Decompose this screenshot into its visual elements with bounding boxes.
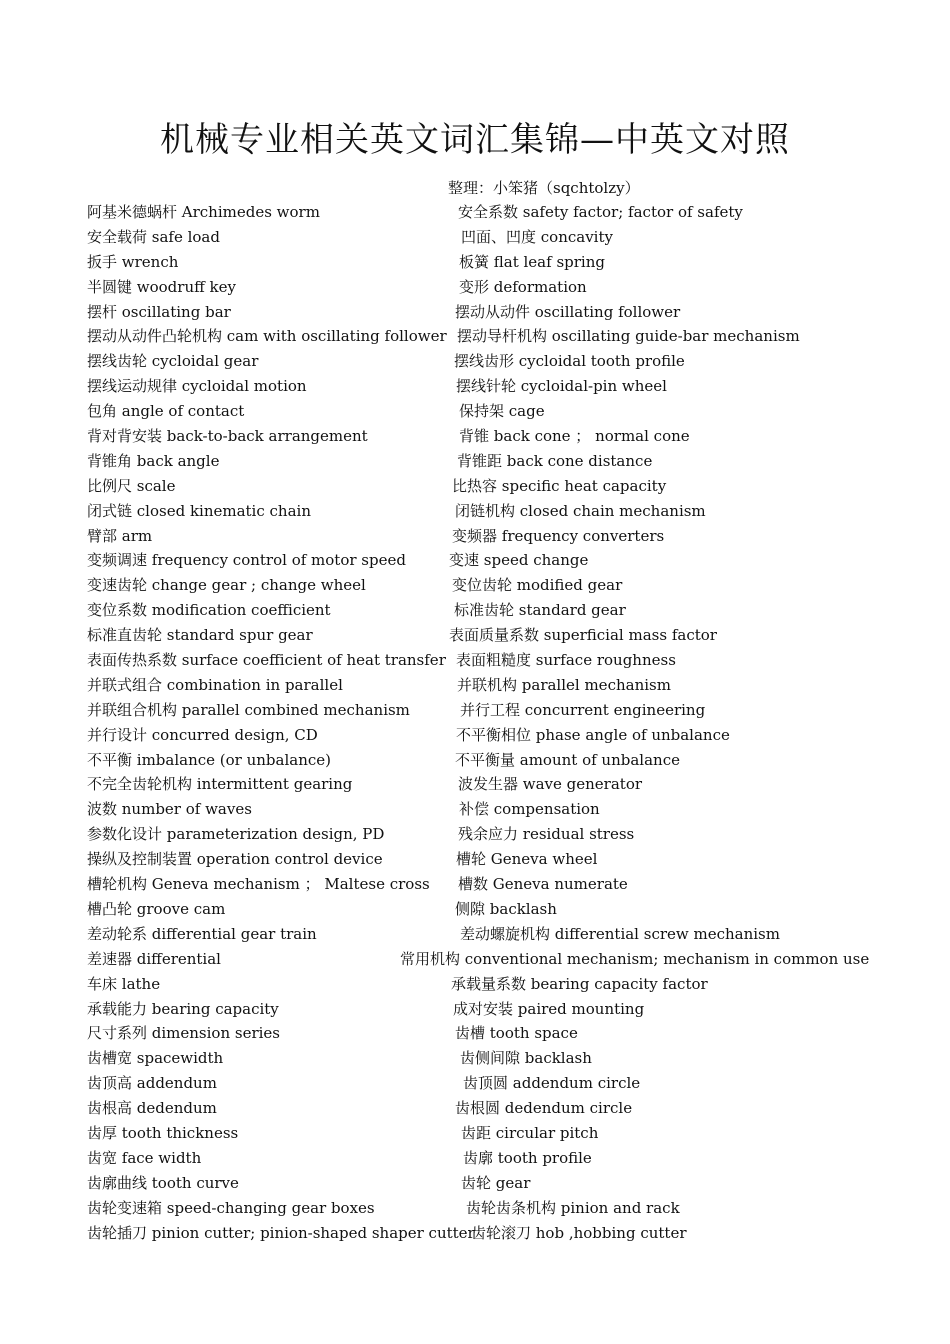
glossary-entry-right: 变形 deformation — [459, 277, 587, 296]
glossary-entry-right: 差动螺旋机构 differential screw mechanism — [460, 924, 780, 943]
glossary-row — [0, 648, 950, 673]
glossary-entry-left: 变频调速 frequency control of motor speed — [87, 551, 406, 570]
glossary-entry-right: 承载量系数 bearing capacity factor — [451, 974, 708, 993]
glossary-entry-right: 齿侧间隙 backlash — [460, 1049, 592, 1068]
glossary-entry-right: 摆动从动件 oscillating follower — [455, 302, 681, 321]
glossary-entry-right: 并联机构 parallel mechanism — [457, 675, 671, 694]
glossary-entry-left: 车床 lathe — [87, 974, 161, 993]
glossary-row — [0, 1096, 950, 1121]
compiler-credit: 整理：小笨猪（sqchtolzy） — [448, 179, 640, 197]
glossary-row — [0, 275, 950, 300]
glossary-entry-right: 齿根圆 dedendum circle — [455, 1099, 633, 1118]
glossary-entry-right: 闭链机构 closed chain mechanism — [455, 501, 706, 520]
glossary-entry-left: 齿廓曲线 tooth curve — [87, 1173, 239, 1192]
glossary-entry-left: 齿宽 face width — [87, 1148, 202, 1167]
glossary-list — [0, 200, 950, 1245]
glossary-entry-right: 齿距 circular pitch — [461, 1123, 599, 1142]
glossary-row — [0, 573, 950, 598]
glossary-entry-right: 背锥 back cone ； normal cone — [459, 427, 690, 446]
glossary-row — [0, 623, 950, 648]
glossary-entry-left: 齿顶高 addendum — [87, 1074, 217, 1093]
glossary-row — [0, 772, 950, 797]
glossary-entry-left: 臂部 arm — [87, 526, 153, 545]
glossary-row — [0, 524, 950, 549]
glossary-entry-right: 背锥距 back cone distance — [457, 451, 653, 470]
glossary-entry-left: 标准直齿轮 standard spur gear — [87, 626, 313, 645]
glossary-entry-left: 变位系数 modification coefficient — [87, 601, 331, 620]
glossary-entry-left: 差速器 differential — [87, 949, 221, 968]
glossary-entry-right: 齿轮齿条机构 pinion and rack — [466, 1198, 680, 1217]
glossary-row — [0, 424, 950, 449]
glossary-row — [0, 723, 950, 748]
glossary-row — [0, 598, 950, 623]
glossary-entry-left: 波数 number of waves — [87, 800, 252, 819]
glossary-entry-right: 凹面、凹度 concavity — [461, 227, 613, 246]
glossary-row — [0, 1196, 950, 1221]
glossary-entry-left: 参数化设计 parameterization design, PD — [87, 825, 385, 844]
glossary-row — [0, 1121, 950, 1146]
glossary-entry-right: 摆线针轮 cycloidal-pin wheel — [456, 377, 667, 396]
glossary-entry-right: 变频器 frequency converters — [452, 526, 665, 545]
glossary-entry-right: 表面粗糙度 surface roughness — [456, 651, 676, 670]
glossary-entry-right: 齿轮滚刀 hob ,hobbing cutter — [471, 1223, 687, 1242]
glossary-entry-right: 比热容 specific heat capacity — [452, 476, 667, 495]
glossary-row — [0, 324, 950, 349]
glossary-row — [0, 225, 950, 250]
glossary-entry-left: 摆线齿轮 cycloidal gear — [87, 352, 259, 371]
glossary-entry-left: 齿厚 tooth thickness — [87, 1123, 239, 1142]
glossary-entry-left: 槽凸轮 groove cam — [87, 899, 226, 918]
glossary-entry-left: 摆动从动件凸轮机构 cam with oscillating follower — [87, 327, 447, 346]
glossary-entry-right: 变速 speed change — [449, 551, 589, 570]
glossary-entry-left: 并联式组合 combination in parallel — [87, 675, 343, 694]
glossary-entry-right: 补偿 compensation — [459, 800, 600, 819]
glossary-entry-right: 安全系数 safety factor; factor of safety — [458, 203, 743, 221]
glossary-entry-left: 齿轮插刀 pinion cutter; pinion-shaped shaper cutter — [87, 1223, 475, 1242]
glossary-row — [0, 922, 950, 947]
glossary-entry-right: 齿廓 tooth profile — [463, 1148, 592, 1167]
glossary-row — [0, 349, 950, 374]
glossary-entry-left: 不完全齿轮机构 intermittent gearing — [87, 775, 353, 794]
glossary-row — [0, 374, 950, 399]
glossary-row — [0, 947, 950, 972]
glossary-entry-left: 比例尺 scale — [87, 476, 176, 495]
glossary-entry-right: 保持架 cage — [459, 402, 545, 421]
glossary-entry-left: 扳手 wrench — [87, 252, 179, 271]
glossary-entry-right: 齿轮 gear — [461, 1173, 531, 1192]
glossary-row — [0, 200, 950, 225]
glossary-row — [0, 1171, 950, 1196]
glossary-entry-right: 不平衡量 amount of unbalance — [455, 750, 680, 769]
glossary-entry-right: 齿槽 tooth space — [455, 1024, 578, 1043]
glossary-row — [0, 847, 950, 872]
glossary-row — [0, 997, 950, 1022]
glossary-entry-right: 残余应力 residual stress — [458, 825, 635, 844]
glossary-entry-right: 波发生器 wave generator — [458, 775, 643, 794]
glossary-row — [0, 1221, 950, 1246]
glossary-row — [0, 822, 950, 847]
glossary-row — [0, 250, 950, 275]
glossary-entry-right: 成对安装 paired mounting — [453, 999, 645, 1018]
glossary-row — [0, 1071, 950, 1096]
glossary-row — [0, 797, 950, 822]
document-title: 机械专业相关英文词汇集锦—中英文对照 — [160, 120, 790, 160]
glossary-entry-left: 并联组合机构 parallel combined mechanism — [87, 700, 410, 719]
glossary-entry-right: 摆线齿形 cycloidal tooth profile — [454, 352, 685, 371]
glossary-entry-left: 尺寸系列 dimension series — [87, 1024, 281, 1043]
glossary-row — [0, 300, 950, 325]
glossary-entry-left: 包角 angle of contact — [87, 402, 245, 421]
glossary-row — [0, 1046, 950, 1071]
glossary-entry-left: 安全载荷 safe load — [87, 227, 220, 246]
glossary-row — [0, 897, 950, 922]
glossary-entry-right: 不平衡相位 phase angle of unbalance — [456, 725, 730, 744]
glossary-entry-right: 槽轮 Geneva wheel — [456, 850, 598, 869]
glossary-entry-left: 背锥角 back angle — [87, 451, 220, 470]
glossary-row — [0, 449, 950, 474]
glossary-row — [0, 748, 950, 773]
glossary-entry-left: 闭式链 closed kinematic chain — [87, 501, 311, 520]
glossary-entry-right: 齿顶圆 addendum circle — [463, 1074, 641, 1093]
glossary-entry-left: 表面传热系数 surface coefficient of heat transfer — [87, 651, 446, 670]
glossary-entry-left: 承载能力 bearing capacity — [87, 999, 279, 1018]
glossary-entry-right: 常用机构 conventional mechanism; mechanism in common use — [400, 949, 870, 968]
glossary-row — [0, 548, 950, 573]
glossary-entry-left: 不平衡 imbalance (or unbalance) — [87, 750, 331, 769]
glossary-row — [0, 399, 950, 424]
glossary-entry-left: 背对背安装 back-to-back arrangement — [87, 427, 368, 446]
glossary-entry-right: 板簧 flat leaf spring — [459, 252, 605, 271]
glossary-entry-right: 摆动导杆机构 oscillating guide-bar mechanism — [457, 327, 800, 346]
glossary-entry-left: 阿基米德蜗杆 Archimedes worm — [87, 203, 320, 221]
glossary-entry-right: 变位齿轮 modified gear — [452, 576, 623, 595]
glossary-entry-left: 半圆键 woodruff key — [87, 277, 236, 296]
glossary-entry-right: 侧隙 backlash — [455, 899, 557, 918]
glossary-row — [0, 872, 950, 897]
glossary-entry-left: 变速齿轮 change gear ; change wheel — [87, 576, 366, 595]
glossary-row — [0, 698, 950, 723]
glossary-entry-right: 并行工程 concurrent engineering — [460, 700, 706, 719]
glossary-entry-left: 齿轮变速箱 speed-changing gear boxes — [87, 1198, 375, 1217]
glossary-row — [0, 1021, 950, 1046]
glossary-row — [0, 673, 950, 698]
glossary-entry-left: 摆线运动规律 cycloidal motion — [87, 377, 307, 396]
glossary-entry-left: 齿根高 dedendum — [87, 1099, 217, 1118]
glossary-row — [0, 972, 950, 997]
glossary-row — [0, 474, 950, 499]
glossary-entry-left: 槽轮机构 Geneva mechanism ； Maltese cross — [87, 875, 430, 894]
glossary-entry-left: 操纵及控制装置 operation control device — [87, 850, 383, 869]
glossary-entry-left: 摆杆 oscillating bar — [87, 302, 231, 321]
glossary-entry-right: 标准齿轮 standard gear — [454, 601, 626, 620]
glossary-entry-left: 齿槽宽 spacewidth — [87, 1049, 224, 1068]
glossary-entry-right: 槽数 Geneva numerate — [458, 875, 628, 894]
glossary-entry-left: 并行设计 concurred design, CD — [87, 725, 318, 744]
glossary-row — [0, 1146, 950, 1171]
glossary-entry-left: 差动轮系 differential gear train — [87, 924, 317, 943]
glossary-entry-right: 表面质量系数 superficial mass factor — [449, 626, 717, 645]
glossary-row — [0, 499, 950, 524]
